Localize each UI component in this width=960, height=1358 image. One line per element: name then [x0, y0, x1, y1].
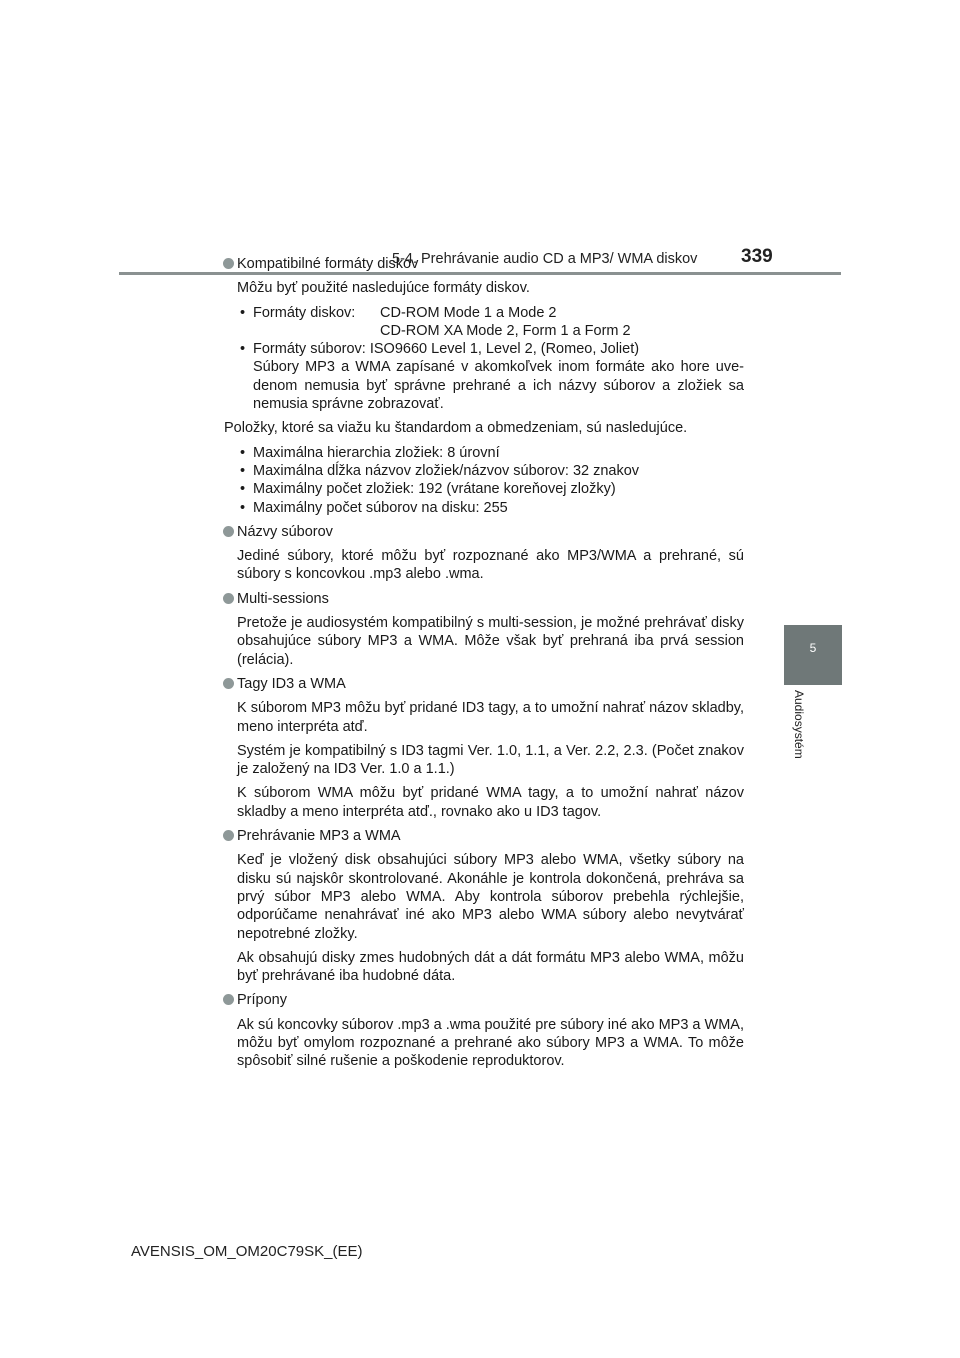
paragraph: K súborom WMA môžu byť pridané WMA tagy, a to umožní nahrať názov skladby a meno interpréta atď., rovnako ako u ID3 tagov.: [237, 785, 744, 820]
disc-format-value: CD-ROM XA Mode 2, Form 1 a Form 2: [380, 322, 631, 339]
paragraph: Keď je vložený disk obsahujúci súbory MP3 alebo WMA, všetky súbory na disku sú najskôr skontrolované. Akonáhle je kontrola dokončená, prehráva sa prvý súbor MP3 alebo WMA. Aby kontrola súborov prebehla rýchlejšie, odporúčame nenahrávať iné ako MP3 alebo WMA súbory alebo nevytvárať nepotrebné zložky.: [237, 852, 744, 942]
paragraph: Ak obsahujú disky zmes hudobných dát a dát formátu MP3 alebo WMA, môžu byť prehrávané iba hudobné dáta.: [237, 949, 744, 985]
bullet-circle-icon: [223, 526, 234, 537]
file-format-label: Formáty súborov:: [253, 341, 366, 358]
file-format-value: ISO9660 Level 1, Level 2, (Romeo, Joliet): [369, 341, 640, 358]
section-title: Tagy ID3 a WMA: [237, 675, 346, 692]
chapter-tab-number: 5: [809, 641, 817, 655]
section-extensions: [224, 991, 744, 1070]
list-item: • Maximálny počet súborov na disku: 255: [237, 499, 744, 517]
page-number: 339: [741, 246, 773, 267]
list-item: • Maximálny počet zložiek: 192 (vrátane koreňovej zložky): [237, 480, 744, 498]
list-item: • Maximálna dĺžka názvov zložiek/názvov súborov: 32 znakov: [237, 462, 744, 480]
section-multisession: [224, 590, 744, 669]
format-list: [237, 304, 744, 414]
document-code: AVENSIS_OM_OM20C79SK_(EE): [131, 1243, 363, 1260]
bullet-circle-icon: [223, 678, 234, 689]
section-filenames: [224, 523, 744, 584]
paragraph: Položky, ktoré sa viažu ku štandardom a obmedzeniam, sú nasledujúce.: [224, 420, 688, 437]
section-title: Prehrávanie MP3 a WMA: [237, 828, 401, 845]
list-item: • Maximálna hierarchia zložiek: 8 úrovní: [237, 444, 744, 462]
list-item: [237, 304, 744, 341]
bullet-circle-icon: [223, 830, 234, 841]
section-playback: [224, 827, 744, 985]
page-content: [224, 255, 744, 1077]
section-title: Prípony: [237, 992, 287, 1009]
section-id3: [224, 675, 744, 821]
section-formats: [224, 255, 744, 517]
disc-format-label: Formáty diskov:: [253, 304, 356, 321]
paragraph: Ak sú koncovky súborov .mp3 a .wma použité pre súbory iné ako MP3 a WMA, môžu byť omylom rozpoznané a prehrané ako súbory MP3 a WMA. To môže spôsobiť silné rušenie a poškodenie reproduktorov.: [237, 1016, 744, 1070]
chapter-tab: [784, 625, 842, 685]
section-title: Multi-sessions: [237, 590, 329, 607]
paragraph: Môžu byť použité nasledujúce formáty diskov.: [237, 280, 530, 297]
section-title: Názvy súborov: [237, 523, 333, 540]
list-item: [237, 340, 744, 413]
bullet-circle-icon: [223, 593, 234, 604]
bullet-circle-icon: [223, 258, 234, 269]
section-title: Kompatibilné formáty diskov: [237, 256, 419, 272]
limits-list: [237, 444, 744, 517]
file-format-note: Súbory MP3 a WMA zapísané v akomkoľvek inom formáte ako hore uve-denom nemusia byť správne prehrané a ich názvy súborov a zložiek sa nemusia správne zobrazovať.: [253, 359, 744, 413]
disc-format-value: CD-ROM Mode 1 a Mode 2: [380, 304, 557, 321]
chapter-tab-label: Audiosystém: [792, 690, 806, 759]
bullet-circle-icon: [223, 994, 234, 1005]
paragraph: Jediné súbory, ktoré môžu byť rozpoznané ako MP3/WMA a prehrané, sú súbory s koncovkou .mp3 alebo .wma.: [237, 548, 744, 583]
paragraph: K súborom MP3 môžu byť pridané ID3 tagy, a to umožní nahrať názov skladby, meno interpréta atď.: [237, 700, 744, 735]
paragraph: Systém je kompatibilný s ID3 tagmi Ver. 1.0, 1.1, a Ver. 2.2, 2.3. (Počet znakov je založený na ID3 Ver. 1.0 a 1.1.): [237, 742, 744, 778]
paragraph: Pretože je audiosystém kompatibilný s multi-session, je možné prehrávať disky obsahujúce súbory MP3 a WMA. Môže však byť prehraná iba prvá session (relácia).: [237, 615, 744, 668]
running-header-title: 5-4. Prehrávanie audio CD a MP3/ WMA diskov: [392, 251, 698, 267]
